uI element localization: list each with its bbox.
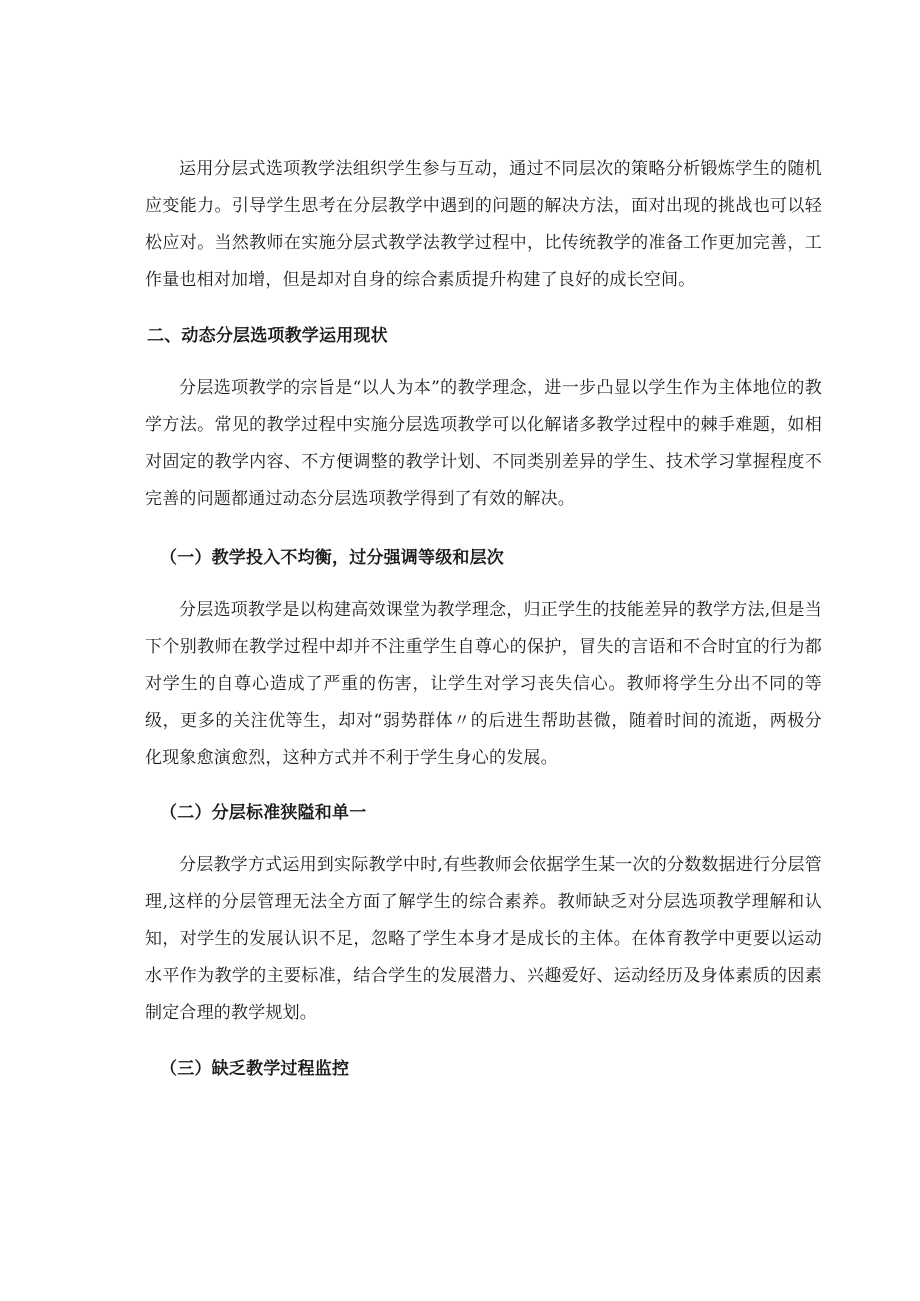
subheading-unbalanced-input: （一）教学投入不均衡，过分强调等级和层次 (160, 548, 504, 568)
section-heading-current-status: 二、动态分层选项教学运用现状 (147, 326, 388, 346)
paragraph-unbalanced-input: 分层选项教学是以构建高效课堂为教学理念，归正学生的技能差异的教学方法,但是当下个别教师在教学过程中却并不注重学生自尊心的保护，冒失的言语和不合时宜的行为都对学生的自尊心造成了严重的伤害，让学生对学习丧失信心。教师将学生分出不同的等级，更多的关注优等生，却对“弱势群体〃的后进生帮助甚微，随着时间的流逝，两极分化现象愈演愈烈，这种方式并不利于学生身心的发展。 (145, 600, 822, 768)
subheading-narrow-standards: （二）分层标准狭隘和单一 (160, 803, 367, 823)
paragraph-layered-teaching-intro: 运用分层式选项教学法组织学生参与互动，通过不同层次的策略分析锻炼学生的随机应变能力。引导学生思考在分层教学中遇到的问题的解决方法，面对出现的挑战也可以轻松应对。当然教师在实施分层式教学法教学过程中，比传统教学的准备工作更加完善，工作量也相对加增，但是却对自身的综合素质提升构建了良好的成长空间。 (145, 159, 822, 290)
subheading-lack-of-monitoring: （三）缺乏教学过程监控 (160, 1059, 350, 1079)
paragraph-teaching-purpose: 分层选项教学的宗旨是“以人为本”的教学理念，进一步凸显以学生作为主体地位的教学方法。常见的教学过程中实施分层选项教学可以化解诸多教学过程中的棘手难题，如相对固定的教学内容、不方便调整的教学计划、不同类别差异的学生、技术学习掌握程度不完善的问题都通过动态分层选项教学得到了有效的解决。 (145, 378, 822, 509)
paragraph-narrow-standards: 分层教学方式运用到实际教学中时,有些教师会依据学生某一次的分数数据进行分层管理,这样的分层管理无法全方面了解学生的综合素养。教师缺乏对分层选项教学理解和认知，对学生的发展认识不足，忽略了学生本身才是成长的主体。在体育教学中更要以运动水平作为教学的主要标准，结合学生的发展潜力、兴趣爱好、运动经历及身体素质的因素制定合理的教学规划。 (145, 855, 822, 1023)
